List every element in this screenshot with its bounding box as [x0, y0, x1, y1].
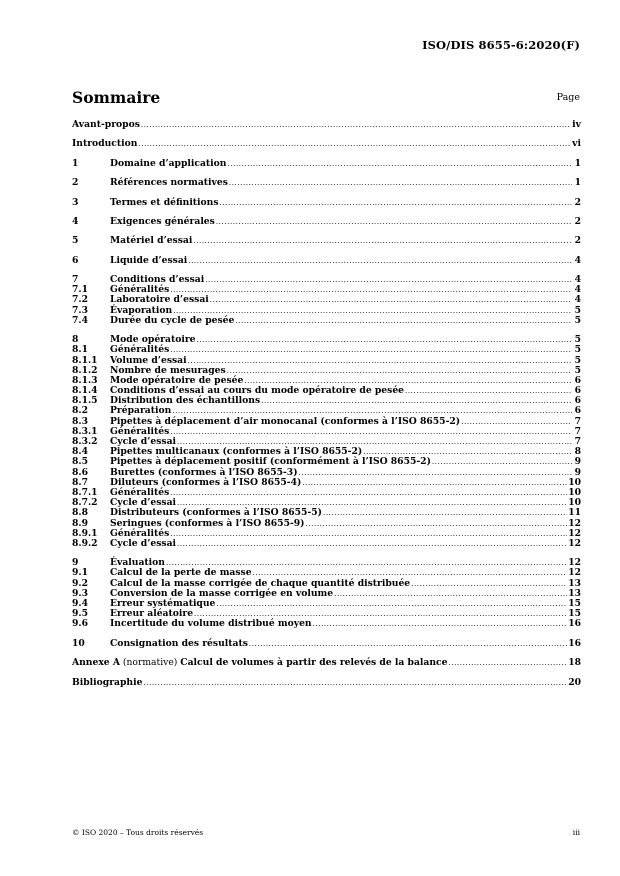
dot-leader: [249, 639, 567, 649]
toc-entry-title: Exigences générales: [110, 215, 215, 227]
dot-leader: [138, 139, 571, 149]
toc-entry-page: 1: [574, 177, 581, 189]
dot-leader: [216, 217, 572, 227]
toc-entry-page: 9: [574, 456, 581, 468]
dot-leader: [170, 529, 567, 539]
toc-entry-title: Laboratoire d’essai: [110, 294, 209, 306]
dot-leader: [227, 159, 572, 169]
toc-entry-number: 8.7: [72, 476, 88, 488]
toc-entry-page: 10: [568, 497, 581, 509]
toc-entry-page: 2: [574, 235, 581, 247]
toc-entry-page: 5: [574, 304, 581, 316]
toc-entry-number: 4: [72, 215, 79, 227]
toc-entry-page: 7: [574, 425, 581, 437]
toc-entry-number: 8.8: [72, 507, 88, 519]
toc-entry-number: 2: [72, 177, 79, 189]
toc-entry-page: 15: [568, 598, 581, 609]
toc-entry-number: 8.6: [72, 466, 88, 478]
dot-leader: [229, 178, 572, 188]
toc-entry-title: Mode opératoire: [110, 334, 196, 346]
toc-entry-number: 8.1.2: [72, 364, 98, 376]
dot-leader: [323, 508, 567, 518]
toc-entry-number: 8.5: [72, 456, 88, 468]
toc-entry-title: Incertitude du volume distribué moyen: [110, 618, 312, 630]
toc-entry[interactable]: [72, 217, 581, 227]
toc-entry-page: 7: [574, 436, 581, 447]
toc-entry-page: 12: [568, 567, 581, 579]
toc-entry-page: 10: [568, 476, 581, 488]
dot-leader: [188, 256, 572, 266]
toc-entry-number: 8.1.1: [72, 354, 98, 366]
toc-entry-title: Références normatives: [110, 177, 228, 189]
toc-entry-page: 5: [574, 344, 581, 356]
toc-entry-number: 7.3: [72, 304, 88, 316]
toc-entry-number: 8.3.2: [72, 436, 98, 447]
dot-leader: [261, 396, 572, 406]
toc-entry-title: Conditions d’essai: [110, 274, 205, 285]
toc-entry-title: Calcul de la perte de masse: [110, 567, 252, 579]
toc-entry-title: Généralités: [110, 425, 170, 437]
toc-entry[interactable]: [72, 508, 581, 518]
dot-leader: [461, 417, 572, 427]
toc-entry-title: Distribution des échantillons: [110, 395, 261, 407]
toc-entry[interactable]: [72, 178, 581, 188]
toc-entry-page: 16: [568, 637, 581, 649]
toc-entry-number: 9: [72, 557, 79, 569]
dot-leader: [170, 488, 567, 498]
toc-entry-number: 8: [72, 334, 79, 346]
toc-entry-number: 7.1: [72, 284, 88, 296]
toc-entry-title: Nombre de mesurages: [110, 364, 226, 376]
toc-entry-title: Burettes (conformes à l’ISO 8655-3): [110, 466, 298, 478]
toc-entry-number: 9.2: [72, 577, 88, 589]
toc-entry-number: 8.1.5: [72, 395, 98, 407]
toc-entry-number: 1: [72, 157, 79, 169]
toc-entry-number: 7.4: [72, 314, 88, 326]
toc-entry-number: 8.7.2: [72, 497, 98, 509]
toc-entry-title: Liquide d’essai: [110, 254, 188, 266]
toc-entry-page: 6: [574, 405, 581, 417]
dot-leader: [216, 599, 567, 609]
toc-entry-title: Termes et définitions: [110, 196, 219, 208]
toc-entry-number: 8.4: [72, 446, 88, 458]
toc-entry[interactable]: [72, 159, 581, 169]
dot-leader: [299, 468, 572, 478]
toc-entry-page: 15: [568, 608, 581, 620]
toc-entry-number: 9.6: [72, 618, 88, 630]
toc-entry-title: Cycle d’essai: [110, 537, 177, 549]
dot-leader: [188, 356, 572, 366]
toc-entry-page: 12: [568, 537, 581, 549]
toc-entry-title: Calcul de la masse corrigée de chaque quantité distribuée: [110, 577, 411, 589]
toc-entry-title: Consignation des résultats: [110, 637, 248, 649]
copyright-notice: © ISO 2020 – Tous droits réservés: [72, 828, 204, 837]
document-id: ISO/DIS 8655-6:2020(F): [422, 38, 580, 52]
toc-entry-number: 9.5: [72, 608, 88, 620]
toc-entry-title: Erreur aléatoire: [110, 608, 194, 620]
dot-leader: [170, 345, 572, 355]
dot-leader: [170, 285, 572, 295]
toc-entry-page: 5: [574, 364, 581, 376]
dot-leader: [313, 619, 568, 629]
toc-entry[interactable]: [72, 658, 581, 668]
toc-entry-title: Conversion de la masse corrigée en volume: [110, 587, 334, 599]
toc-entry-page: 7: [574, 415, 581, 427]
toc-entry-title: Avant-propos: [72, 119, 140, 130]
toc-entry-title: Évaporation: [110, 304, 173, 316]
toc-entry-number: 8.3.1: [72, 425, 98, 437]
toc-entry-number: 9.4: [72, 598, 88, 609]
table-of-contents: [72, 120, 581, 688]
toc-entry-title: Introduction: [72, 138, 138, 150]
dot-leader: [141, 120, 571, 130]
toc-entry-page: 8: [574, 446, 581, 458]
toc-entry-number: 8.9.2: [72, 537, 98, 549]
toc-entry[interactable]: [72, 120, 581, 130]
toc-entry-title: Erreur systématique: [110, 598, 216, 609]
toc-entry-title: Pipettes multicanaux (conformes à l’ISO 8655-2): [110, 446, 363, 458]
toc-entry-title: Diluteurs (conformes à l’ISO 8655-4): [110, 476, 302, 488]
toc-entry-title: Généralités: [110, 284, 170, 296]
toc-entry-title: Mode opératoire de pesée: [110, 374, 244, 386]
toc-entry-title: Pipettes à déplacement d’air monocanal (conformes à l’ISO 8655-2): [110, 415, 461, 427]
toc-entry-number: 7.2: [72, 294, 88, 306]
toc-entry-number: 8.1.3: [72, 374, 98, 386]
dot-leader: [197, 335, 572, 345]
toc-entry-page: 4: [574, 254, 581, 266]
toc-entry-number: 8.9.1: [72, 527, 98, 539]
toc-entry[interactable]: [72, 316, 581, 326]
footer-page-number: iii: [572, 828, 580, 837]
toc-entry-title: Généralités: [110, 527, 170, 539]
toc-entry-page: 4: [574, 294, 581, 306]
toc-entry-page: 12: [568, 517, 581, 529]
toc-entry-page: 5: [574, 314, 581, 326]
dot-leader: [193, 236, 572, 246]
toc-entry-page: 11: [568, 507, 581, 519]
toc-entry-number: 8.1.4: [72, 385, 98, 397]
toc-entry-page: 20: [568, 676, 581, 688]
dot-leader: [220, 198, 572, 208]
dot-leader: [210, 295, 572, 305]
toc-entry-title: Seringues (conformes à l’ISO 8655-9): [110, 517, 305, 529]
toc-entry-title: [72, 658, 447, 668]
toc-entry-number: 8.1: [72, 344, 88, 356]
toc-entry-number: 8.9: [72, 517, 88, 529]
annex-label: Annexe A: [72, 657, 120, 669]
toc-entry-page: vi: [572, 138, 581, 150]
toc-entry-page: 6: [574, 395, 581, 407]
toc-entry-page: 4: [574, 274, 581, 285]
dot-leader: [235, 316, 572, 326]
toc-entry-title: Cycle d’essai: [110, 436, 177, 447]
toc-entry-number: 6: [72, 254, 79, 266]
toc-entry-page: 18: [568, 657, 581, 669]
dot-leader: [432, 457, 572, 467]
toc-entry-page: 5: [574, 354, 581, 366]
toc-entry-number: 8.2: [72, 405, 88, 417]
toc-entry-page: 16: [568, 618, 581, 630]
toc-entry-page: 2: [574, 215, 581, 227]
toc-entry-title: Distributeurs (conformes à l’ISO 8655-5): [110, 507, 322, 519]
toc-entry-title: Bibliographie: [72, 676, 143, 688]
toc-entry-number: 8.3: [72, 415, 88, 427]
toc-entry-title: Durée du cycle de pesée: [110, 314, 235, 326]
toc-entry-number: 9.3: [72, 587, 88, 599]
dot-leader: [405, 386, 572, 396]
toc-entry-number: 8.7.1: [72, 486, 98, 498]
toc-entry[interactable]: [72, 256, 581, 266]
toc-entry-page: 6: [574, 374, 581, 386]
toc-entry-title: Préparation: [110, 405, 172, 417]
toc-entry[interactable]: [72, 619, 581, 629]
toc-entry[interactable]: [72, 345, 581, 355]
toc-entry-page: 12: [568, 527, 581, 539]
page-column-label: Page: [556, 92, 580, 103]
toc-entry[interactable]: [72, 678, 581, 688]
toc-entry-title: Pipettes à déplacement positif (conformément à l’ISO 8655-2): [110, 456, 431, 468]
toc-entry-page: 2: [574, 196, 581, 208]
toc-entry-page: 4: [574, 284, 581, 296]
dot-leader: [205, 275, 572, 285]
toc-entry-page: 6: [574, 385, 581, 397]
annex-title: Calcul de volumes à partir des relevés de la balance: [180, 657, 448, 669]
dot-leader: [302, 478, 567, 488]
toc-entry-number: 3: [72, 196, 79, 208]
page-title: Sommaire: [72, 88, 161, 107]
toc-entry-page: 13: [568, 587, 581, 599]
toc-entry-page: iv: [572, 119, 581, 130]
toc-entry-page: 12: [568, 557, 581, 569]
toc-entry-number: 5: [72, 235, 79, 247]
toc-entry-title: Généralités: [110, 486, 170, 498]
toc-entry[interactable]: [72, 198, 581, 208]
toc-entry-title: Volume d’essai: [110, 354, 187, 366]
dot-leader: [170, 427, 572, 437]
dot-leader: [143, 678, 567, 688]
toc-entry-number: 7: [72, 274, 79, 285]
dot-leader: [177, 539, 567, 549]
toc-entry[interactable]: [72, 236, 581, 246]
annex-note: (normative): [119, 657, 181, 669]
toc-entry-title: Évaluation: [110, 557, 165, 569]
toc-entry-number: 9.1: [72, 567, 88, 579]
dot-leader: [448, 658, 567, 668]
dot-leader: [411, 579, 567, 589]
toc-entry[interactable]: [72, 639, 581, 649]
toc-entry-page: 9: [574, 466, 581, 478]
dot-leader: [334, 589, 567, 599]
dot-leader: [227, 366, 572, 376]
title-row: [72, 88, 580, 110]
toc-entry-title: Matériel d’essai: [110, 235, 193, 247]
toc-entry-number: 10: [72, 637, 85, 649]
toc-entry-page: 1: [574, 157, 581, 169]
toc-entry-page: 10: [568, 486, 581, 498]
dot-leader: [306, 519, 568, 529]
toc-entry[interactable]: [72, 139, 581, 149]
toc-entry-title: Conditions d’essai au cours du mode opératoire de pesée: [110, 385, 405, 397]
toc-entry-title: Domaine d’application: [110, 157, 227, 169]
toc-entry-title: Cycle d’essai: [110, 497, 177, 509]
toc-entry-page: 13: [568, 577, 581, 589]
toc-entry[interactable]: [72, 539, 581, 549]
toc-entry-title: Généralités: [110, 344, 170, 356]
toc-entry-page: 5: [574, 334, 581, 346]
